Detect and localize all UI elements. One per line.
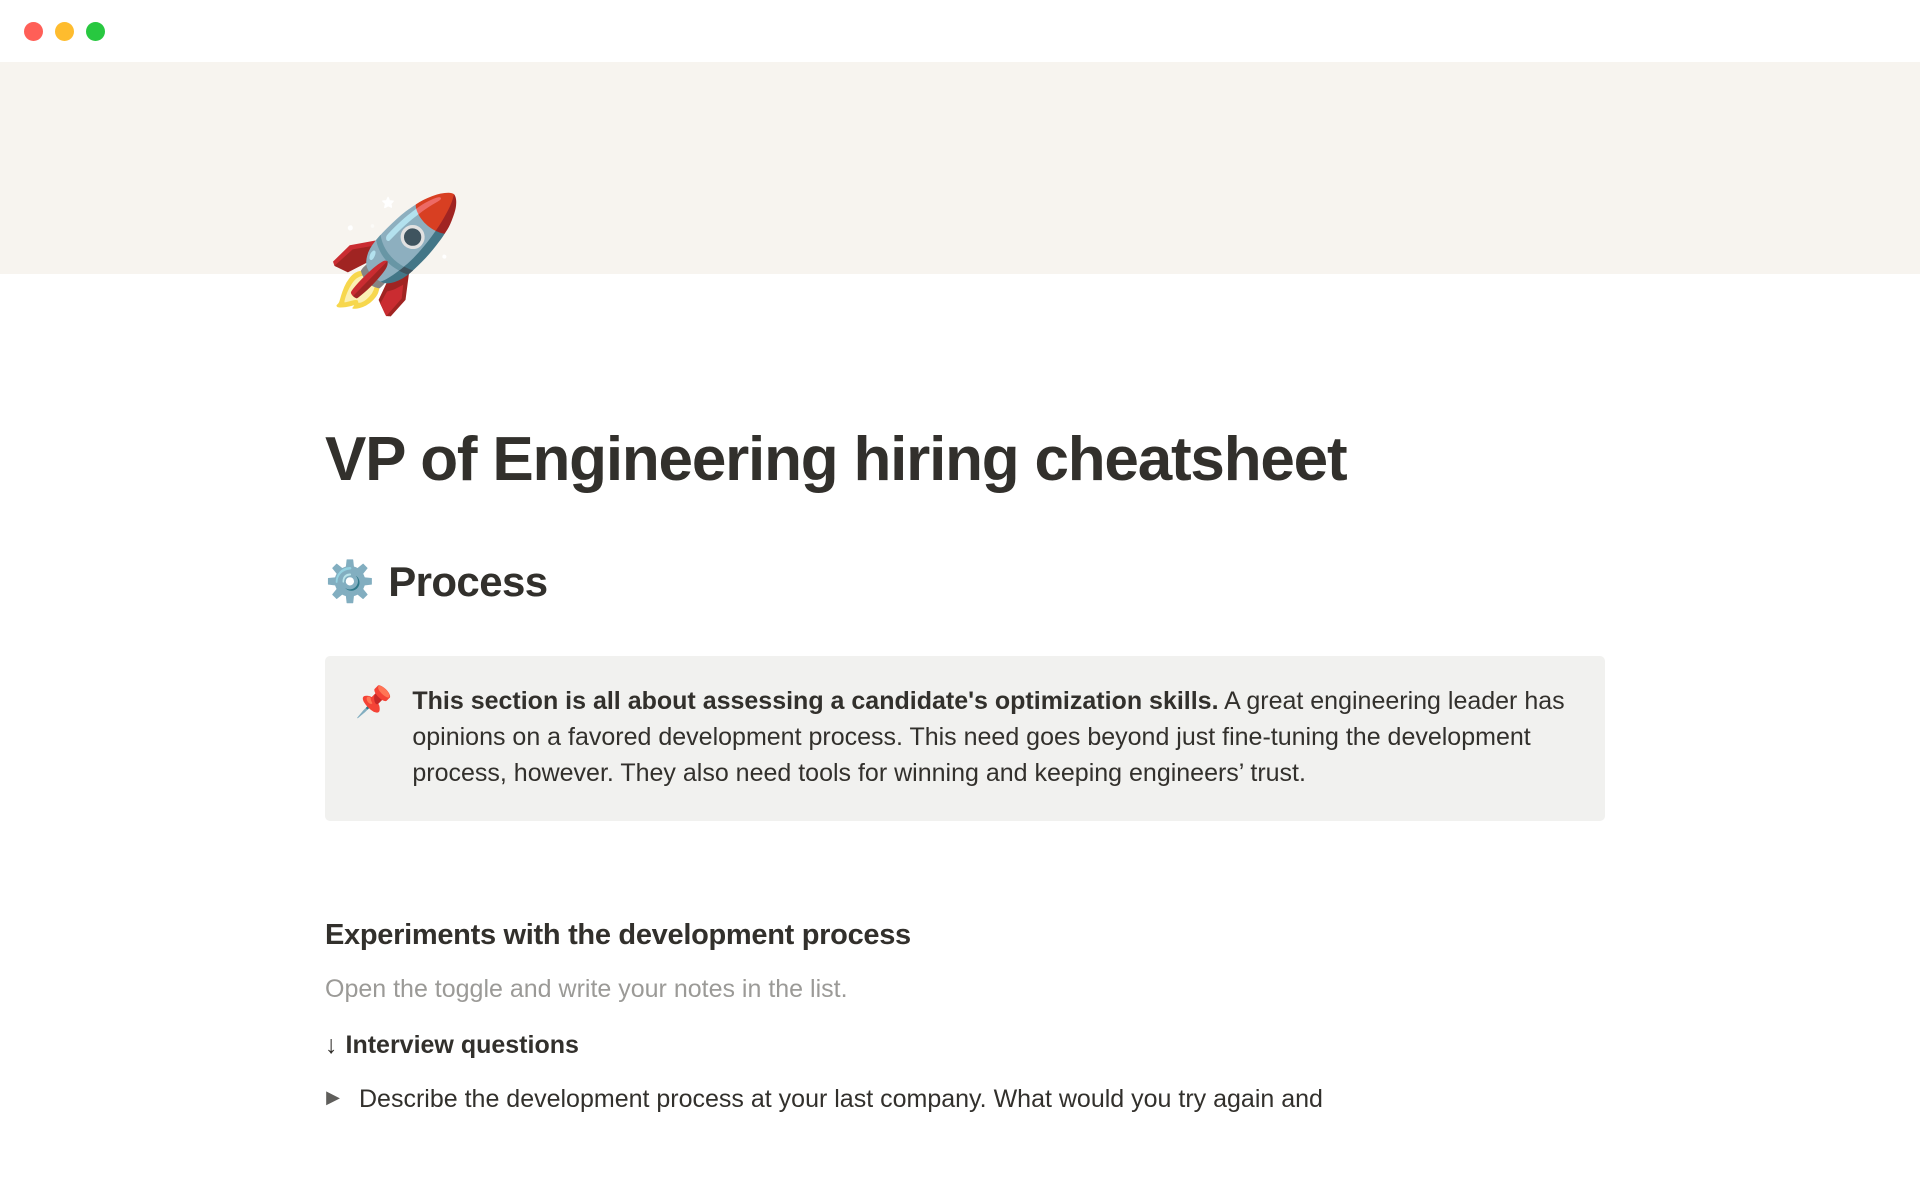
chevron-right-icon[interactable]: ▶: [326, 1087, 340, 1108]
interview-questions-label: Interview questions: [345, 1031, 579, 1060]
pushpin-icon: 📌: [355, 685, 393, 719]
interview-questions-header: [325, 1031, 1660, 1060]
window-controls[interactable]: [24, 22, 105, 41]
close-window-button[interactable]: [24, 22, 43, 41]
page-cover-image[interactable]: [0, 62, 1920, 274]
subsection-hint: Open the toggle and write your notes in the list.: [325, 975, 848, 1004]
section-heading-process: [325, 557, 1660, 607]
arrow-down-icon: ↓: [325, 1031, 338, 1060]
callout-block: [325, 656, 1605, 822]
callout-lead: This section is all about assessing a candidate's optimization skills.: [412, 686, 1219, 715]
list-item[interactable]: [325, 1082, 1660, 1117]
page-title: VP of Engineering hiring cheatsheet: [325, 425, 1347, 494]
maximize-window-button[interactable]: [86, 22, 105, 41]
list-item-label: Describe the development process at your last company. What would you try again and: [359, 1085, 1323, 1114]
document-body: [0, 191, 1920, 1200]
subsection-heading: Experiments with the development process: [325, 919, 911, 952]
rocket-icon[interactable]: 🚀: [325, 191, 465, 316]
callout-text: [412, 683, 1573, 792]
gear-icon: ⚙️: [325, 560, 375, 605]
callout-body: A great engineering leader has opinions on a favored development process. This need goes beyond just fine-tuning the development process, however. They also need tools for winning and keeping engineers’ trust.: [412, 686, 1565, 788]
title-bar: [0, 0, 1920, 62]
minimize-window-button[interactable]: [55, 22, 74, 41]
section-heading-label: Process: [388, 558, 548, 606]
